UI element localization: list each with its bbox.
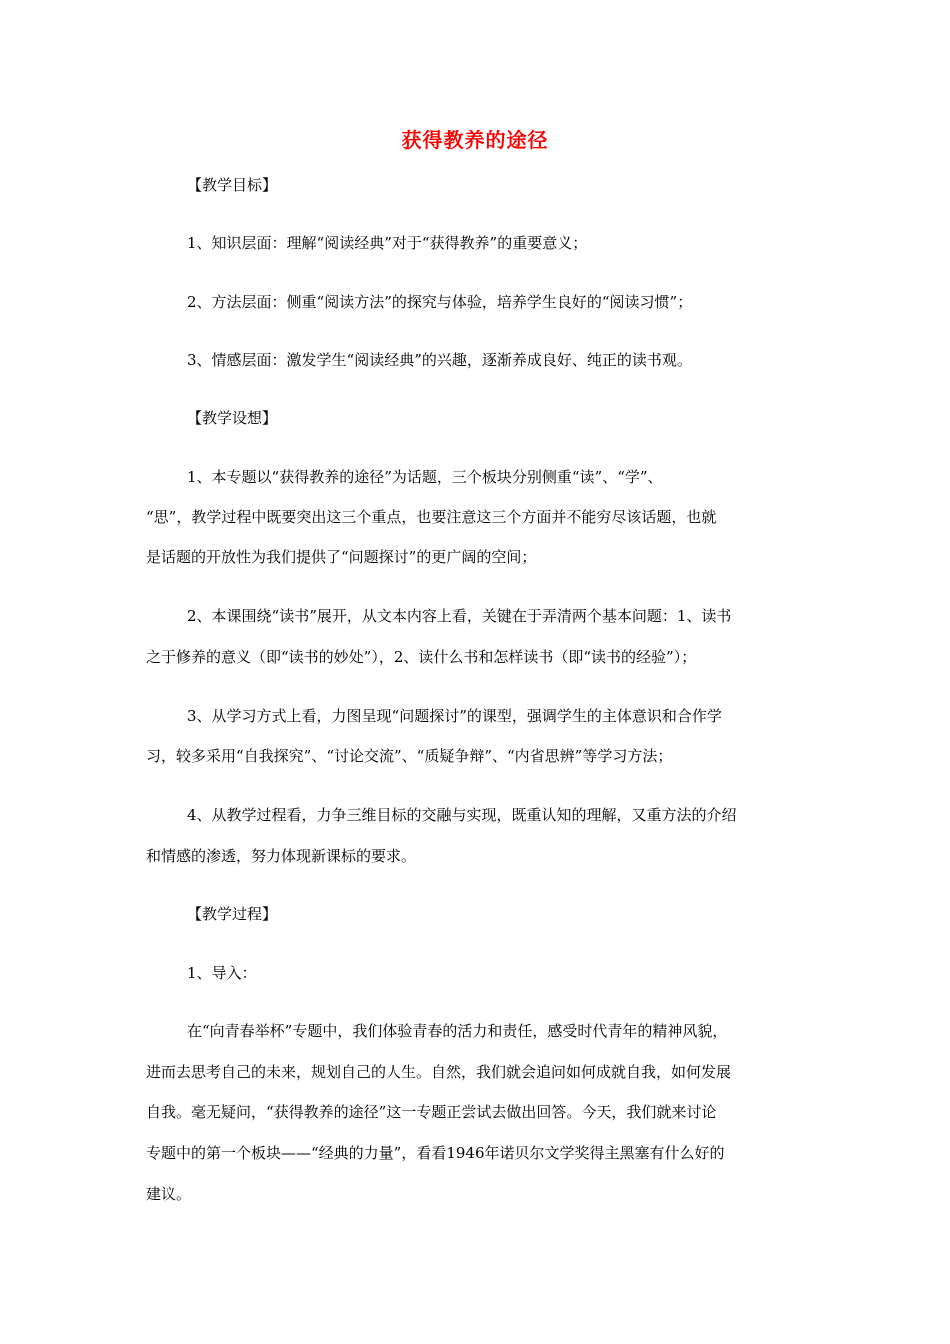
paragraph-line: 和情感的渗透，努力体现新课标的要求。 [146, 847, 417, 865]
paragraph-line: 1、导入： [187, 964, 257, 982]
paragraph-line: 2、本课围绕“读书”展开，从文本内容上看，关键在于弄清两个基本问题：1、读书 [187, 607, 732, 625]
section-heading-objectives: 【教学目标】 [187, 176, 278, 194]
section-heading-process: 【教学过程】 [187, 905, 278, 923]
paragraph-line: 3、从学习方式上看，力图呈现“问题探讨”的课型，强调学生的主体意识和合作学 [187, 707, 722, 725]
paragraph-line: 3、情感层面：激发学生“阅读经典”的兴趣，逐渐养成良好、纯正的读书观。 [187, 351, 692, 369]
section-heading-design: 【教学设想】 [187, 409, 278, 427]
paragraph-line: 进而去思考自己的未来，规划自己的人生。自然，我们就会追问如何成就自我，如何发展 [146, 1063, 732, 1081]
paragraph-line: 习，较多采用“自我探究”、“讨论交流”、“质疑争辩”、“内省思辨”等学习方法； [146, 747, 673, 765]
paragraph-line: 1、知识层面：理解“阅读经典”对于“获得教养”的重要意义； [187, 234, 588, 252]
paragraph-line: 1、本专题以“获得教养的途径”为话题，三个板块分别侧重“读”、“学”、 [187, 468, 663, 486]
paragraph-line: 之于修养的意义（即“读书的妙处”），2、读什么书和怎样读书（即“读书的经验”）； [146, 648, 697, 666]
paragraph-line: 4、从教学过程看，力争三维目标的交融与实现，既重认知的理解，又重方法的介绍 [187, 806, 737, 824]
paragraph-line: 是话题的开放性为我们提供了“问题探讨”的更广阔的空间； [146, 548, 537, 566]
paragraph-line: 在“向青春举杯”专题中，我们体验青春的活力和责任，感受时代青年的精神风貌， [187, 1022, 728, 1040]
paragraph-line: 自我。毫无疑问，“获得教养的途径”这一专题正尝试去做出回答。今天，我们就来讨论 [146, 1103, 717, 1121]
paragraph-line: 2、方法层面：侧重“阅读方法”的探究与体验，培养学生良好的“阅读习惯”； [187, 293, 693, 311]
paragraph-line: 建议。 [146, 1185, 192, 1203]
paragraph-line: “思”，教学过程中既要突出这三个重点，也要注意这三个方面并不能穷尽该话题，也就 [146, 508, 717, 526]
document-title: 获得教养的途径 [401, 128, 549, 152]
paragraph-line: 专题中的第一个板块——“经典的力量”，看看1946年诺贝尔文学奖得主黑塞有什么好的 [146, 1144, 725, 1162]
